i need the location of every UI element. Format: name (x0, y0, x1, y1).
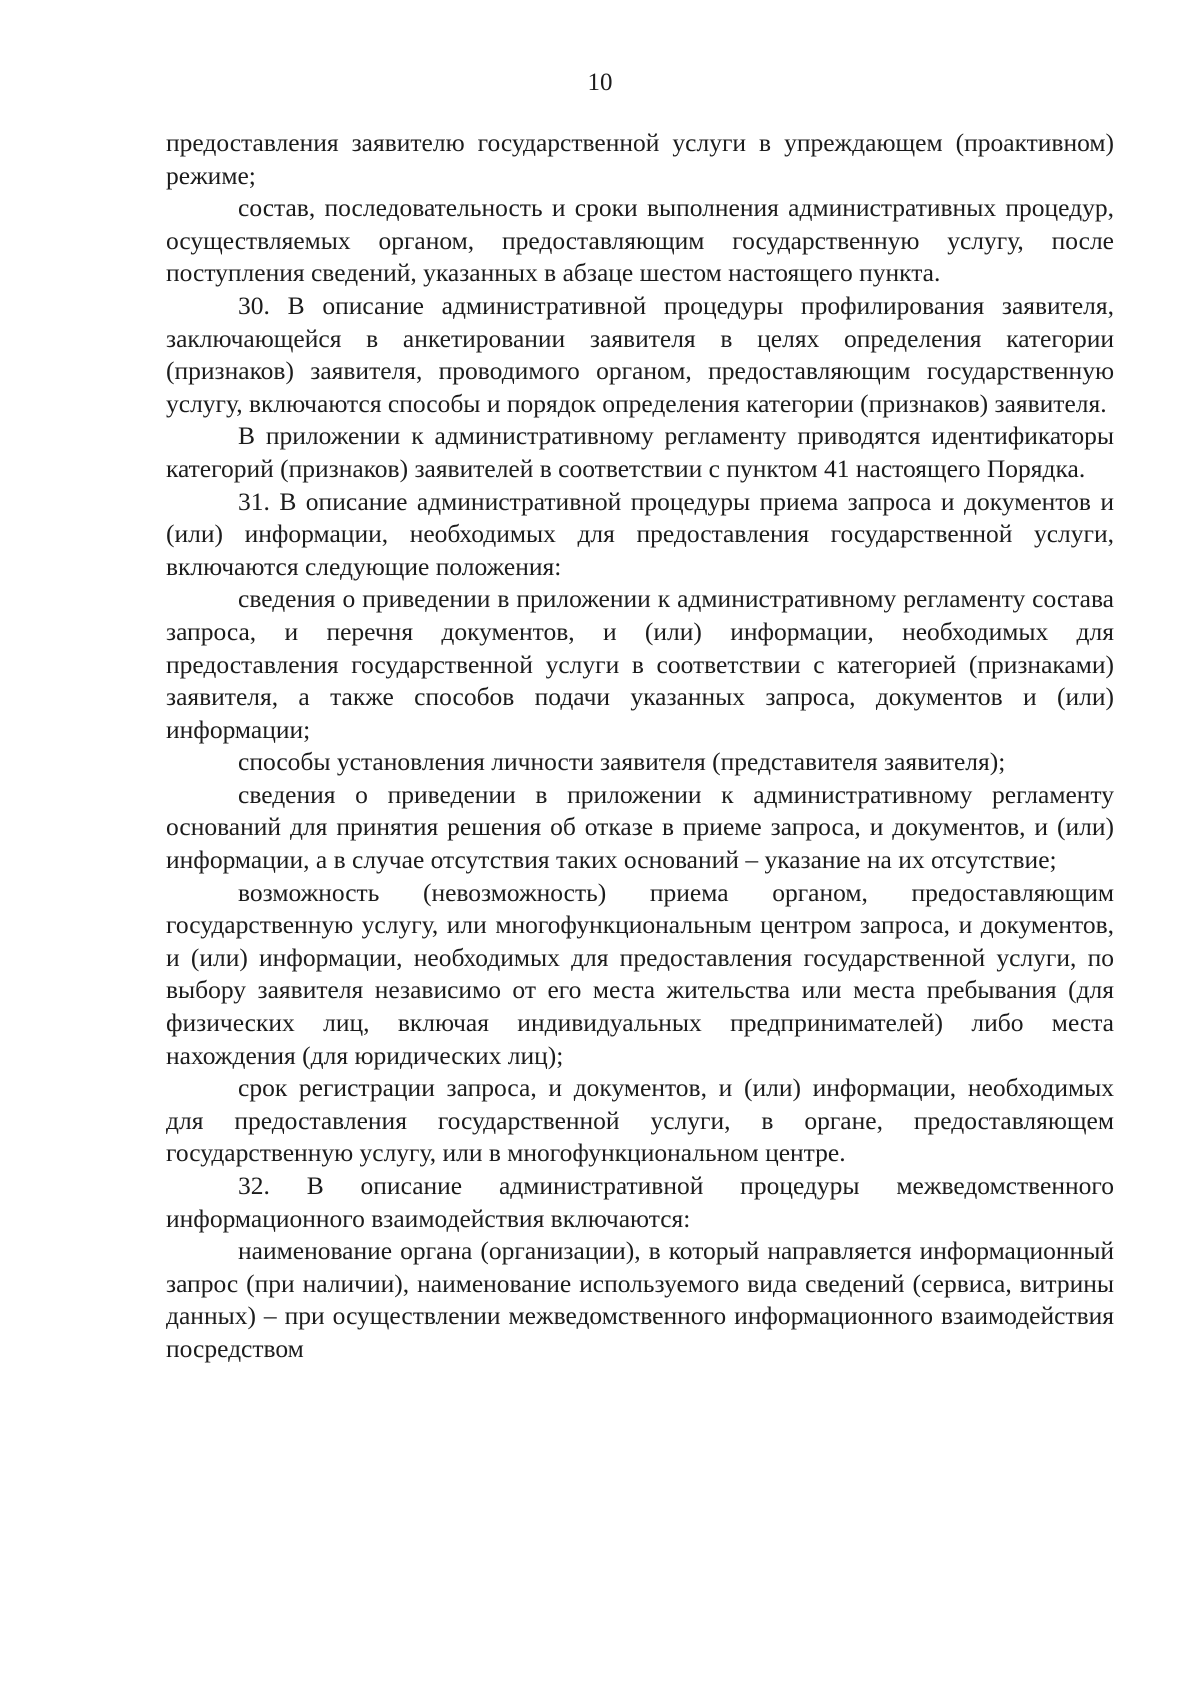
paragraph-31-request-intake: 31. В описание административной процедуры приема запроса и документов и (или) информации, необходимых для предоставления государственной услуги, включаются следующие положения: (166, 486, 1114, 581)
paragraph-category-identifiers: В приложении к административному регламенту приводятся идентификаторы категорий (признаков) заявителей в соответствии с пунктом 41 настоящего Порядка. (166, 421, 1114, 483)
document-body (166, 127, 1114, 1366)
paragraph-registration-term: срок регистрации запроса, и документов, и (или) информации, необходимых для предоставления государственной услуги, в органе, предоставляющем государственную услугу, или в многофункциональном центре. (166, 1073, 1114, 1168)
paragraph-identity-methods: способы установления личности заявителя (представителя заявителя); (238, 747, 1006, 777)
paragraph-30-profiling: 30. В описание административной процедуры профилирования заявителя, заключающейся в анкетировании заявителя в целях определения категории (признаков) заявителя, проводимого органом, предоставляющим государственную услугу, включаются способы и порядок определения категории (признаков) заявителя. (166, 290, 1114, 418)
paragraph-request-composition: сведения о приведении в приложении к административному регламенту состава запроса, и перечня документов, и (или) информации, необходимых для предоставления государственной услуги в соответствии с категорией (признаками) заявителя, а также способов подачи указанных запроса, документов и (или) информации; (166, 584, 1114, 744)
paragraph-refusal-grounds: сведения о приведении в приложении к административному регламенту оснований для принятия решения об отказе в приеме запроса, и документов, и (или) информации, а в случае отсутствия таких оснований – указание на их отсутствие; (166, 779, 1114, 875)
paragraph-32-interagency: 32. В описание административной процедуры межведомственного информационного взаимодействия включаются: (166, 1171, 1114, 1233)
paragraph-extraterritorial-intake: возможность (невозможность) приема органом, предоставляющим государственную услугу, или многофункциональным центром запроса, и документов, и (или) информации, необходимых для предоставления государственной услуги, по выбору заявителя независимо от его места жительства или места пребывания (для физических лиц, включая индивидуальных предпринимателей) либо места нахождения (для юридических лиц); (166, 877, 1114, 1070)
paragraph-interagency-request-target: наименование органа (организации), в который направляется информационный запрос (при наличии), наименование используемого вида сведений (сервиса, витрины данных) – при осуществлении межведомственного информационного взаимодействия посредством (166, 1236, 1114, 1363)
paragraph-procedure-composition: состав, последовательность и сроки выполнения административных процедур, осуществляемых органом, предоставляющим государственную услугу, после поступления сведений, указанных в абзаце шестом настоящего пункта. (166, 193, 1114, 288)
paragraph-proactive-mode: предоставления заявителю государственной услуги в упреждающем (проактивном) режиме; (166, 128, 1114, 190)
page-number: 10 (587, 69, 613, 96)
